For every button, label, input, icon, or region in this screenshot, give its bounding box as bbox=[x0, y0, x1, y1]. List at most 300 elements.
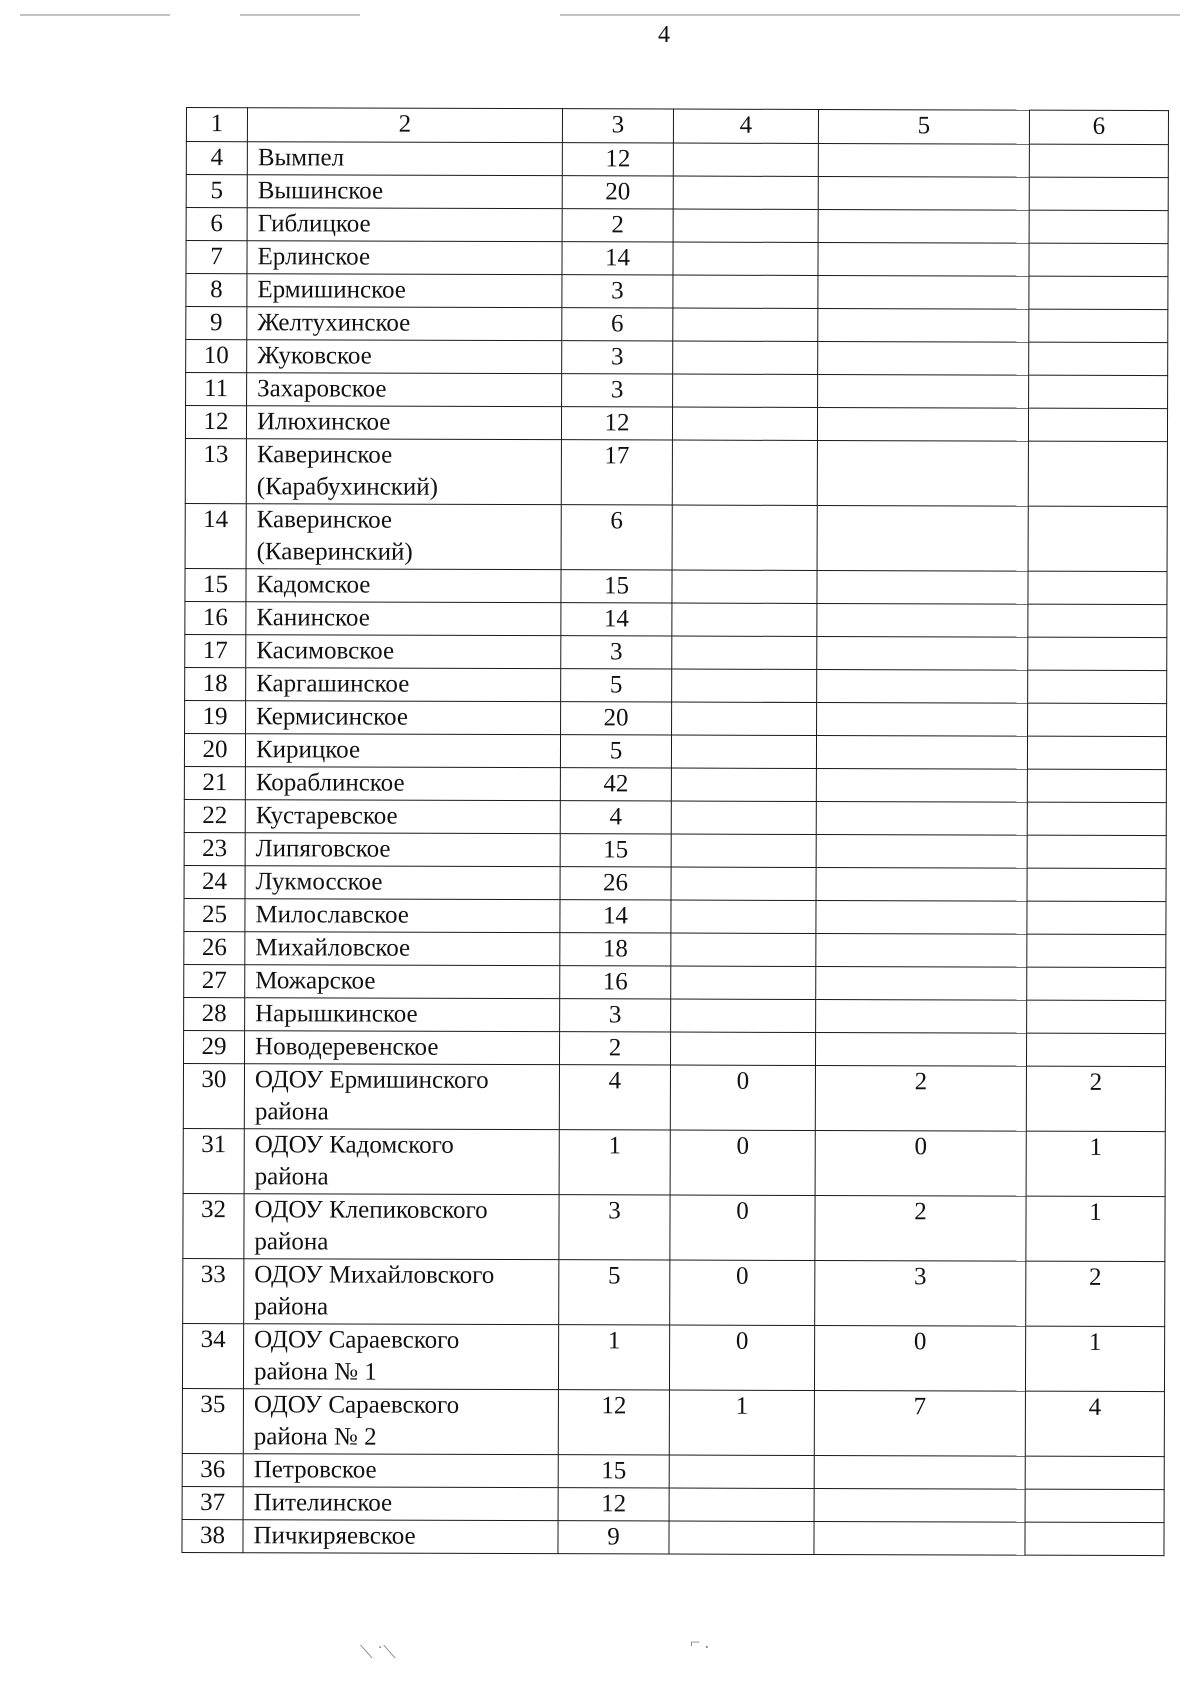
column-5-cell bbox=[816, 768, 1027, 802]
table-row bbox=[182, 1323, 1164, 1391]
organization-name-cell bbox=[243, 1454, 558, 1488]
row-number-cell: 19 bbox=[185, 700, 246, 733]
column-4-cell bbox=[671, 801, 816, 834]
organization-name-cell bbox=[243, 1324, 558, 1390]
column-5-cell bbox=[817, 603, 1028, 637]
column-5-cell bbox=[817, 505, 1028, 571]
column-3-cell: 12 bbox=[562, 143, 673, 176]
column-4-cell bbox=[672, 407, 817, 440]
organization-name-cell bbox=[247, 340, 562, 374]
organization-name-line: Михайловское bbox=[255, 934, 411, 962]
row-number-cell: 30 bbox=[183, 1063, 244, 1128]
organization-name-cell bbox=[244, 1259, 559, 1325]
row-number-cell: 13 bbox=[185, 438, 246, 503]
row-number-cell: 20 bbox=[184, 733, 245, 766]
column-3-cell: 4 bbox=[559, 1065, 670, 1130]
column-4-cell: 1 bbox=[669, 1390, 814, 1455]
organization-name-line: (Каверинский) bbox=[256, 538, 413, 566]
column-5-cell bbox=[818, 143, 1029, 177]
column-4-cell: 0 bbox=[670, 1130, 815, 1195]
row-number-cell: 8 bbox=[186, 274, 247, 307]
column-5-cell bbox=[816, 900, 1027, 934]
column-3-cell: 2 bbox=[562, 209, 673, 242]
column-3-cell: 14 bbox=[560, 900, 671, 933]
column-3-cell: 5 bbox=[560, 735, 671, 768]
column-5-cell bbox=[817, 636, 1028, 670]
table-row bbox=[185, 667, 1167, 703]
organization-name-line: Кермисинское bbox=[256, 703, 409, 731]
column-6-cell bbox=[1026, 1033, 1165, 1066]
table-body bbox=[182, 142, 1168, 1556]
header-col-6: 6 bbox=[1029, 110, 1168, 144]
column-3-cell: 20 bbox=[562, 176, 673, 209]
column-5-cell bbox=[817, 702, 1028, 736]
organization-name-cell bbox=[245, 833, 560, 867]
organization-name-cell bbox=[245, 998, 560, 1032]
column-3-cell: 4 bbox=[560, 801, 671, 834]
organization-name-cell bbox=[247, 142, 562, 176]
table-row bbox=[185, 700, 1167, 736]
column-6-cell bbox=[1028, 408, 1167, 441]
organization-name-cell bbox=[246, 569, 561, 603]
scan-artifact-top-middle bbox=[240, 14, 360, 16]
column-6-cell bbox=[1028, 506, 1167, 571]
table-row bbox=[183, 1128, 1165, 1196]
organization-name-line: ОДОУ Сараевского bbox=[254, 1326, 460, 1354]
column-3-cell: 12 bbox=[558, 1488, 669, 1521]
column-3-cell: 18 bbox=[560, 933, 671, 966]
row-number-cell: 18 bbox=[185, 667, 246, 700]
organization-name-cell bbox=[247, 373, 562, 407]
column-5-cell bbox=[817, 570, 1028, 604]
column-3-cell: 9 bbox=[558, 1521, 669, 1554]
column-5-cell: 0 bbox=[815, 1130, 1026, 1196]
column-6-cell bbox=[1028, 571, 1167, 604]
column-4-cell bbox=[671, 900, 816, 933]
table-row bbox=[184, 766, 1166, 802]
column-3-cell: 3 bbox=[562, 374, 673, 407]
organization-name-cell bbox=[243, 1389, 558, 1455]
column-6-cell bbox=[1027, 736, 1166, 769]
organization-name-cell bbox=[246, 504, 561, 570]
column-3-cell: 12 bbox=[561, 407, 672, 440]
column-4-cell bbox=[671, 768, 816, 801]
row-number-cell: 28 bbox=[184, 997, 245, 1030]
column-5-cell bbox=[818, 242, 1029, 276]
row-number-cell: 14 bbox=[185, 503, 246, 568]
header-col-5: 5 bbox=[818, 109, 1029, 144]
column-6-cell bbox=[1029, 375, 1168, 408]
table-row bbox=[184, 733, 1166, 769]
row-number-cell: 27 bbox=[184, 964, 245, 997]
row-number-cell: 38 bbox=[182, 1519, 243, 1552]
table-row bbox=[184, 799, 1166, 835]
organization-name-line: Илюхинское bbox=[256, 408, 391, 436]
column-5-cell: 2 bbox=[815, 1065, 1026, 1131]
table-row bbox=[183, 1030, 1165, 1066]
column-4-cell bbox=[671, 966, 816, 999]
column-6-cell bbox=[1029, 243, 1168, 276]
column-6-cell: 1 bbox=[1025, 1326, 1164, 1391]
organization-name-line: Жуковское bbox=[257, 342, 372, 370]
column-6-cell bbox=[1027, 1000, 1166, 1033]
table-row bbox=[186, 208, 1168, 244]
row-number-cell: 7 bbox=[186, 241, 247, 274]
column-3-cell: 1 bbox=[559, 1130, 670, 1195]
table-row bbox=[185, 568, 1167, 604]
organization-name-line: Вымпел bbox=[257, 144, 345, 172]
column-3-cell: 12 bbox=[558, 1390, 669, 1455]
table-row bbox=[185, 503, 1167, 571]
column-6-cell bbox=[1027, 901, 1166, 934]
column-5-cell: 3 bbox=[815, 1260, 1026, 1326]
organization-name-line: Новодеревенское bbox=[255, 1033, 439, 1061]
organization-name-line: района № 2 bbox=[253, 1423, 377, 1451]
row-number-cell: 33 bbox=[183, 1258, 244, 1323]
column-5-cell: 7 bbox=[814, 1390, 1025, 1456]
table-row bbox=[185, 601, 1167, 637]
organization-name-cell bbox=[245, 866, 560, 900]
row-number-cell: 17 bbox=[185, 634, 246, 667]
organization-name-line: Ермишинское bbox=[257, 276, 406, 304]
data-table bbox=[181, 107, 1169, 1556]
column-6-cell bbox=[1027, 868, 1166, 901]
organization-name-line: Желтухинское bbox=[257, 309, 411, 337]
column-3-cell: 14 bbox=[562, 242, 673, 275]
row-number-cell: 36 bbox=[182, 1453, 243, 1486]
organization-name-line: района bbox=[254, 1293, 329, 1321]
organization-name-line: Вышинское bbox=[257, 177, 384, 205]
table-row bbox=[185, 406, 1167, 442]
column-4-cell bbox=[669, 1521, 814, 1554]
organization-name-cell bbox=[247, 274, 562, 308]
organization-name-line: ОДОУ Михайловского bbox=[254, 1261, 495, 1289]
column-3-cell: 14 bbox=[561, 603, 672, 636]
column-6-cell: 2 bbox=[1026, 1261, 1165, 1326]
scan-artifact-top-left bbox=[20, 14, 170, 16]
table-row bbox=[186, 340, 1168, 376]
row-number-cell: 5 bbox=[186, 175, 247, 208]
column-4-cell bbox=[673, 242, 818, 275]
column-5-cell: 2 bbox=[815, 1195, 1026, 1261]
organization-name-line: ОДОУ Клепиковского bbox=[254, 1196, 488, 1224]
organization-name-cell bbox=[247, 241, 562, 275]
column-6-cell bbox=[1027, 934, 1166, 967]
table-row bbox=[182, 1519, 1164, 1555]
organization-name-line: Милославское bbox=[255, 901, 409, 929]
table-header-row bbox=[186, 108, 1168, 145]
organization-name-line: Касимовское bbox=[256, 637, 395, 665]
column-6-cell bbox=[1029, 342, 1168, 375]
organization-name-line: Кустаревское bbox=[255, 802, 398, 830]
column-3-cell: 6 bbox=[562, 308, 673, 341]
column-6-cell bbox=[1029, 144, 1168, 177]
row-number-cell: 35 bbox=[182, 1388, 243, 1453]
table-row bbox=[184, 898, 1166, 934]
table-row bbox=[186, 142, 1168, 178]
column-6-cell bbox=[1025, 1489, 1164, 1522]
organization-name-cell bbox=[245, 734, 560, 768]
header-col-3: 3 bbox=[562, 109, 673, 143]
column-4-cell bbox=[673, 374, 818, 407]
column-6-cell bbox=[1029, 177, 1168, 210]
organization-name-line: ОДОУ Кадомского bbox=[254, 1131, 454, 1159]
column-6-cell bbox=[1025, 1522, 1164, 1555]
organization-name-cell bbox=[246, 701, 561, 735]
row-number-cell: 10 bbox=[186, 340, 247, 373]
header-col-1: 1 bbox=[186, 108, 247, 142]
column-5-cell bbox=[816, 834, 1027, 868]
column-4-cell: 0 bbox=[670, 1065, 815, 1130]
column-5-cell bbox=[817, 440, 1028, 506]
column-4-cell bbox=[669, 1488, 814, 1521]
row-number-cell: 37 bbox=[182, 1486, 243, 1519]
column-6-cell bbox=[1028, 703, 1167, 736]
column-6-cell bbox=[1029, 276, 1168, 309]
column-4-cell bbox=[670, 1032, 815, 1065]
row-number-cell: 15 bbox=[185, 568, 246, 601]
organization-name-cell bbox=[247, 208, 562, 242]
organization-name-line: Гиблицкое bbox=[257, 210, 371, 238]
organization-name-line: Пителинское bbox=[253, 1489, 393, 1517]
column-3-cell: 3 bbox=[559, 1195, 670, 1260]
table-row bbox=[184, 865, 1166, 901]
column-6-cell bbox=[1028, 441, 1167, 506]
organization-name-cell bbox=[246, 602, 561, 636]
column-5-cell bbox=[817, 669, 1028, 703]
column-5-cell bbox=[814, 1488, 1025, 1522]
organization-name-cell bbox=[244, 1129, 559, 1195]
column-5-cell bbox=[814, 1521, 1025, 1555]
organization-name-cell bbox=[245, 800, 560, 834]
organization-name-cell bbox=[245, 932, 560, 966]
organization-name-line: района bbox=[254, 1228, 329, 1256]
organization-name-cell bbox=[247, 175, 562, 209]
organization-name-cell bbox=[243, 1520, 558, 1554]
organization-name-line: Кирицкое bbox=[255, 736, 361, 764]
organization-name-cell bbox=[245, 899, 560, 933]
table-row bbox=[184, 832, 1166, 868]
organization-name-line: Лукмосское bbox=[255, 868, 383, 896]
column-5-cell: 0 bbox=[814, 1325, 1025, 1391]
column-4-cell bbox=[673, 176, 818, 209]
column-3-cell: 5 bbox=[559, 1260, 670, 1325]
column-6-cell bbox=[1028, 670, 1167, 703]
column-5-cell bbox=[816, 966, 1027, 1000]
organization-name-line: ОДОУ Ермишинского bbox=[254, 1066, 489, 1094]
table-row bbox=[186, 175, 1168, 211]
column-6-cell bbox=[1028, 604, 1167, 637]
row-number-cell: 29 bbox=[183, 1030, 244, 1063]
row-number-cell: 16 bbox=[185, 601, 246, 634]
column-5-cell bbox=[818, 176, 1029, 210]
column-4-cell bbox=[672, 669, 817, 702]
organization-name-line: Нарышкинское bbox=[255, 1000, 418, 1028]
column-5-cell bbox=[815, 1032, 1026, 1066]
organization-name-line: Можарское bbox=[255, 967, 376, 995]
row-number-cell: 25 bbox=[184, 898, 245, 931]
column-3-cell: 2 bbox=[559, 1032, 670, 1065]
column-5-cell bbox=[816, 801, 1027, 835]
header-col-2: 2 bbox=[247, 108, 562, 143]
scan-mark-bottom-left: ⟍ ˙⟍ bbox=[360, 1642, 396, 1662]
column-6-cell bbox=[1027, 769, 1166, 802]
organization-name-line: Пичкиряевское bbox=[253, 1522, 416, 1550]
column-4-cell bbox=[672, 636, 817, 669]
organization-name-line: района bbox=[254, 1098, 329, 1126]
column-5-cell bbox=[814, 1455, 1025, 1489]
row-number-cell: 22 bbox=[184, 799, 245, 832]
column-6-cell: 1 bbox=[1026, 1196, 1165, 1261]
column-6-cell bbox=[1027, 802, 1166, 835]
column-4-cell bbox=[673, 143, 818, 176]
column-3-cell: 16 bbox=[560, 966, 671, 999]
column-3-cell: 20 bbox=[561, 702, 672, 735]
organization-name-cell bbox=[243, 1487, 558, 1521]
column-4-cell bbox=[671, 834, 816, 867]
table-row bbox=[185, 634, 1167, 670]
column-5-cell bbox=[818, 374, 1029, 408]
column-6-cell bbox=[1029, 309, 1168, 342]
organization-name-line: Каверинское bbox=[256, 506, 393, 534]
scan-artifact-top-right bbox=[560, 14, 1180, 16]
column-4-cell: 0 bbox=[670, 1195, 815, 1260]
column-4-cell: 0 bbox=[669, 1325, 814, 1390]
organization-name-line: Канинское bbox=[256, 604, 370, 632]
column-6-cell bbox=[1027, 967, 1166, 1000]
organization-name-line: ОДОУ Сараевского bbox=[253, 1391, 460, 1419]
column-4-cell bbox=[672, 603, 817, 636]
column-3-cell: 15 bbox=[561, 570, 672, 603]
column-3-cell: 3 bbox=[562, 275, 673, 308]
column-6-cell: 4 bbox=[1025, 1391, 1164, 1456]
table-row bbox=[186, 307, 1168, 343]
row-number-cell: 23 bbox=[184, 832, 245, 865]
column-6-cell bbox=[1025, 1456, 1164, 1489]
table-row bbox=[184, 931, 1166, 967]
column-4-cell bbox=[672, 505, 817, 570]
column-3-cell: 42 bbox=[560, 768, 671, 801]
column-5-cell bbox=[816, 867, 1027, 901]
row-number-cell: 9 bbox=[186, 307, 247, 340]
organization-name-line: (Карабухинский) bbox=[256, 473, 439, 501]
table-container bbox=[181, 107, 1169, 1556]
row-number-cell: 32 bbox=[183, 1193, 244, 1258]
organization-name-line: Кадомское bbox=[256, 571, 371, 599]
column-3-cell: 5 bbox=[561, 669, 672, 702]
column-6-cell: 2 bbox=[1026, 1066, 1165, 1131]
header-col-4: 4 bbox=[673, 109, 818, 143]
column-4-cell bbox=[671, 735, 816, 768]
organization-name-line: района № 1 bbox=[253, 1358, 377, 1386]
column-4-cell bbox=[671, 867, 816, 900]
row-number-cell: 21 bbox=[184, 766, 245, 799]
page-number: 4 bbox=[658, 22, 670, 48]
row-number-cell: 26 bbox=[184, 931, 245, 964]
column-4-cell bbox=[673, 341, 818, 374]
organization-name-cell bbox=[244, 1194, 559, 1260]
organization-name-line: Петровское bbox=[253, 1456, 377, 1484]
column-4-cell bbox=[671, 933, 816, 966]
scan-mark-bottom-right: ⌐ . bbox=[690, 1632, 710, 1652]
column-6-cell bbox=[1027, 835, 1166, 868]
column-5-cell bbox=[816, 933, 1027, 967]
organization-name-cell bbox=[244, 1031, 559, 1065]
column-5-cell bbox=[818, 275, 1029, 309]
table-row bbox=[183, 1193, 1165, 1261]
organization-name-cell bbox=[245, 767, 560, 801]
column-5-cell bbox=[816, 999, 1027, 1033]
table-row bbox=[186, 373, 1168, 409]
organization-name-cell bbox=[247, 307, 562, 341]
row-number-cell: 11 bbox=[186, 373, 247, 406]
column-4-cell bbox=[673, 275, 818, 308]
column-5-cell bbox=[816, 735, 1027, 769]
organization-name-line: района bbox=[254, 1163, 329, 1191]
organization-name-cell bbox=[246, 406, 561, 440]
column-3-cell: 1 bbox=[558, 1325, 669, 1390]
organization-name-cell bbox=[245, 965, 560, 999]
column-3-cell: 6 bbox=[561, 505, 672, 570]
column-4-cell bbox=[672, 702, 817, 735]
column-5-cell bbox=[817, 407, 1028, 441]
table-row bbox=[186, 241, 1168, 277]
column-6-cell bbox=[1028, 637, 1167, 670]
column-6-cell: 1 bbox=[1026, 1131, 1165, 1196]
organization-name-cell bbox=[246, 439, 561, 505]
table-row bbox=[186, 274, 1168, 310]
row-number-cell: 34 bbox=[182, 1323, 243, 1388]
table-row bbox=[183, 1258, 1165, 1326]
column-4-cell bbox=[673, 308, 818, 341]
table-row bbox=[185, 438, 1167, 506]
table-row bbox=[182, 1453, 1164, 1489]
row-number-cell: 31 bbox=[183, 1128, 244, 1193]
column-3-cell: 15 bbox=[558, 1455, 669, 1488]
column-5-cell bbox=[818, 308, 1029, 342]
organization-name-line: Кораблинское bbox=[255, 769, 405, 797]
column-4-cell bbox=[671, 999, 816, 1032]
column-5-cell bbox=[818, 209, 1029, 243]
table-row bbox=[183, 1063, 1165, 1131]
organization-name-cell bbox=[246, 635, 561, 669]
column-6-cell bbox=[1029, 210, 1168, 243]
table-row bbox=[184, 964, 1166, 1000]
column-5-cell bbox=[818, 341, 1029, 375]
organization-name-line: Ерлинское bbox=[257, 243, 371, 271]
column-3-cell: 26 bbox=[560, 867, 671, 900]
column-3-cell: 15 bbox=[560, 834, 671, 867]
row-number-cell: 6 bbox=[186, 208, 247, 241]
column-4-cell bbox=[669, 1455, 814, 1488]
organization-name-line: Захаровское bbox=[257, 375, 387, 403]
row-number-cell: 12 bbox=[185, 406, 246, 439]
column-4-cell bbox=[672, 570, 817, 603]
row-number-cell: 4 bbox=[186, 142, 247, 175]
organization-name-line: Липяговское bbox=[255, 835, 391, 863]
organization-name-line: Каверинское bbox=[256, 441, 393, 469]
table-row bbox=[184, 997, 1166, 1033]
column-4-cell bbox=[672, 440, 817, 505]
column-4-cell: 0 bbox=[670, 1260, 815, 1325]
organization-name-cell bbox=[246, 668, 561, 702]
column-3-cell: 17 bbox=[561, 440, 672, 505]
row-number-cell: 24 bbox=[184, 865, 245, 898]
column-3-cell: 3 bbox=[560, 999, 671, 1032]
organization-name-cell bbox=[244, 1064, 559, 1130]
column-3-cell: 3 bbox=[562, 341, 673, 374]
organization-name-line: Каргашинское bbox=[256, 670, 410, 698]
